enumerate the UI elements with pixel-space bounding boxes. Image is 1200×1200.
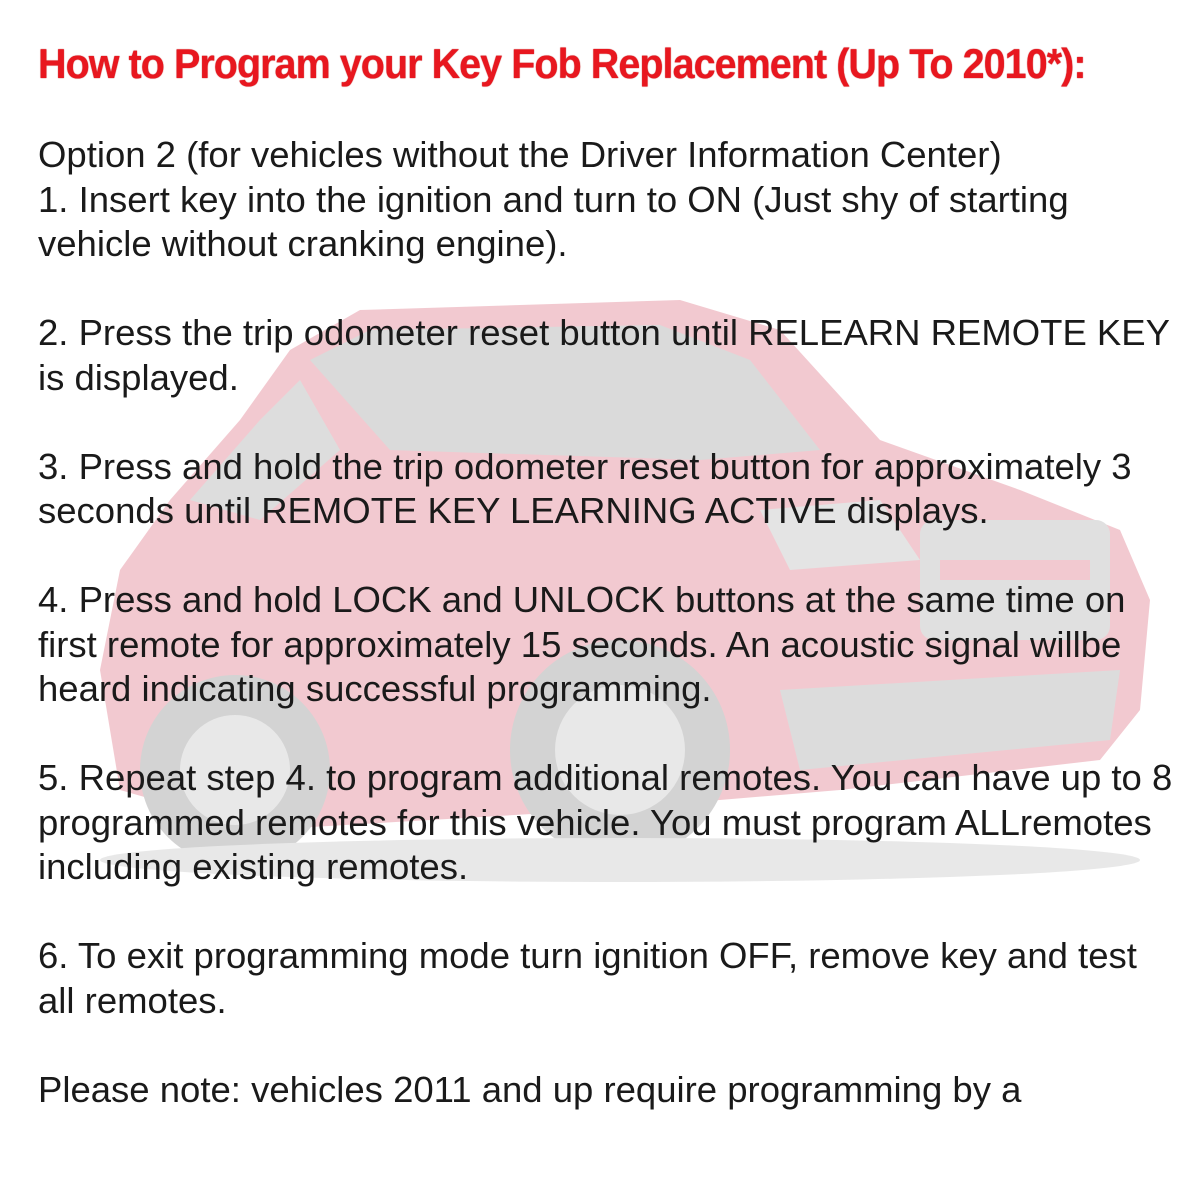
note: Please note: vehicles 2011 and up require programming by a: [38, 1068, 1022, 1110]
step-1: 1. Insert key into the ignition and turn to ON (Just shy of starting vehicle without cranking engine).: [38, 178, 1069, 264]
step-4: 4. Press and hold LOCK and UNLOCK buttons at the same time on first remote for approximately 15 seconds. An acoustic signal willbe heard indicating successful programming.: [38, 579, 1126, 709]
page-title: How to Program your Key Fob Replacement (Up To 2010*):: [38, 40, 1086, 87]
step-6: 6. To exit programming mode turn ignition OFF, remove key and test all remotes.: [38, 935, 1137, 1021]
step-5: 5. Repeat step 4. to program additional remotes. You can have up to 8 programmed remotes for this vehicle. You must program ALLremotes including existing remotes.: [38, 757, 1173, 887]
step-2: 2. Press the trip odometer reset button until RELEARN REMOTE KEY is displayed.: [38, 312, 1170, 398]
step-3: 3. Press and hold the trip odometer reset button for approximately 3 seconds until REMOTE KEY LEARNING ACTIVE displays.: [38, 445, 1132, 531]
option-heading: Option 2 (for vehicles without the Driver Information Center): [38, 134, 1002, 175]
instructions: [38, 133, 1178, 1112]
